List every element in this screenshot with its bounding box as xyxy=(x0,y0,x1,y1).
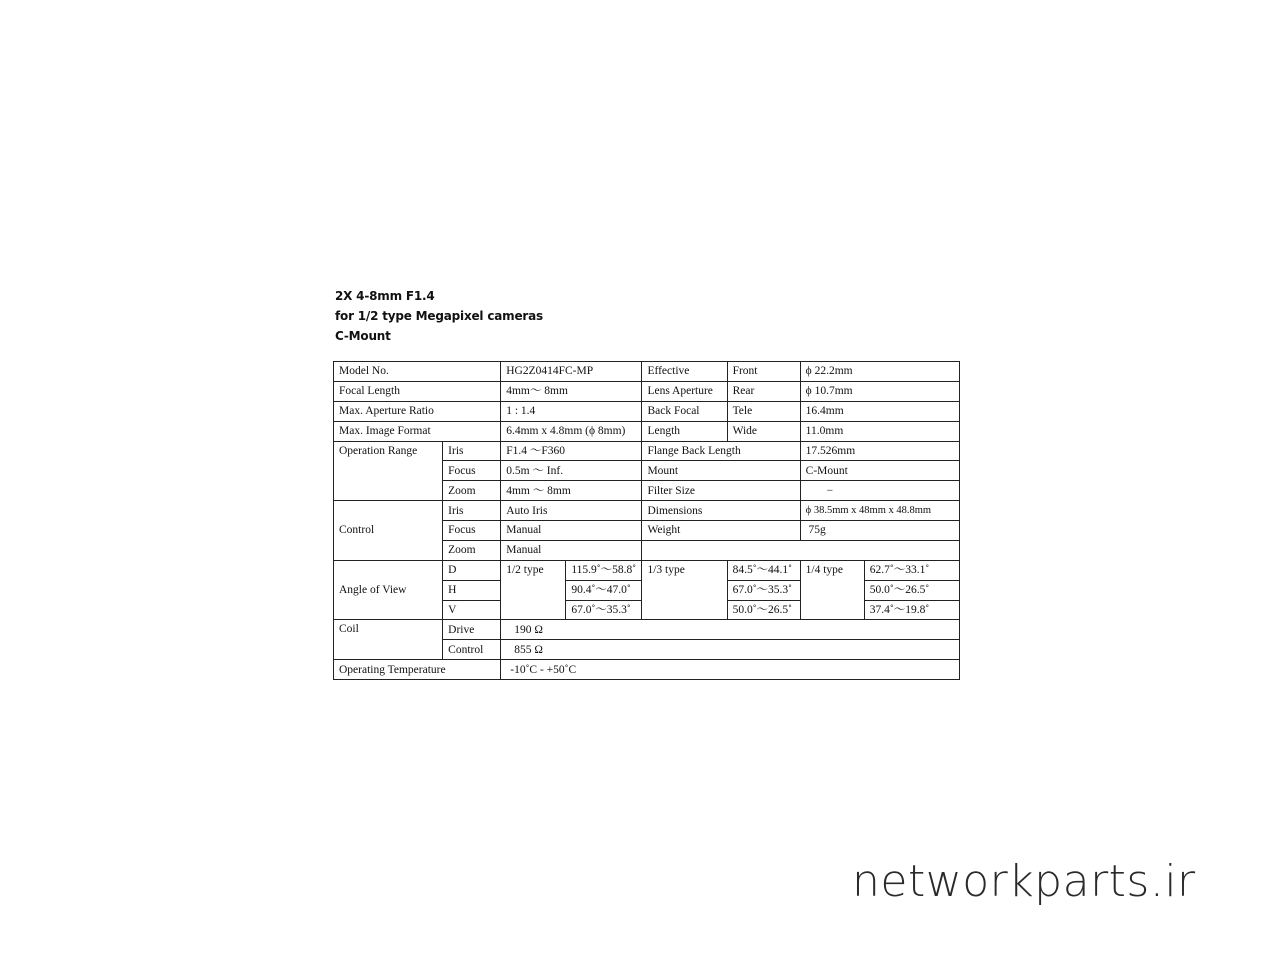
mount-label: Mount xyxy=(642,461,800,481)
site-watermark: networkparts.ir xyxy=(852,856,1196,907)
operating-temperature-value: -10˚C - +50˚C xyxy=(501,660,960,680)
half-type-h-value: 90.4˚～47.0˚ xyxy=(566,580,642,600)
rear-label: Rear xyxy=(727,381,800,401)
mount-value: C-Mount xyxy=(800,461,959,481)
op-zoom-value: 4mm ～ 8mm xyxy=(501,481,642,501)
max-image-format-value: 6.4mm x 4.8mm (ϕ 8mm) xyxy=(501,421,642,441)
op-iris-value: F1.4 ～F360 xyxy=(501,441,642,461)
table-row xyxy=(334,421,960,441)
table-row xyxy=(334,501,960,521)
table-row xyxy=(334,362,960,382)
coil-label: Coil xyxy=(334,620,443,660)
ctrl-zoom-label: Zoom xyxy=(443,540,501,560)
tele-value: 16.4mm xyxy=(800,401,959,421)
rear-value: ϕ 10.7mm xyxy=(800,381,959,401)
wide-value: 11.0mm xyxy=(800,421,959,441)
back-focal-label: Back Focal xyxy=(642,401,727,421)
table-row xyxy=(334,381,960,401)
coil-control-value: 855 Ω xyxy=(501,640,960,660)
control-label: Control xyxy=(334,501,443,561)
dimensions-value: ϕ 38.5mm x 48mm x 48.8mm xyxy=(800,501,959,521)
flange-back-label: Flange Back Length xyxy=(642,441,800,461)
filter-size-value: − xyxy=(800,481,959,501)
table-row xyxy=(334,560,960,580)
flange-back-value: 17.526mm xyxy=(800,441,959,461)
specification-table xyxy=(333,361,960,680)
op-iris-label: Iris xyxy=(443,441,501,461)
half-type-d-value: 115.9˚～58.8˚ xyxy=(566,560,642,580)
table-row xyxy=(334,660,960,680)
weight-label: Weight xyxy=(642,521,800,541)
quarter-type-h-value: 50.0˚～26.5˚ xyxy=(864,580,959,600)
third-type-h-value: 67.0˚～35.3˚ xyxy=(727,580,800,600)
half-type-label: 1/2 type xyxy=(501,560,566,620)
empty-cell xyxy=(642,540,960,560)
quarter-type-d-value: 62.7˚～33.1˚ xyxy=(864,560,959,580)
length-label: Length xyxy=(642,421,727,441)
third-type-d-value: 84.5˚～44.1˚ xyxy=(727,560,800,580)
op-zoom-label: Zoom xyxy=(443,481,501,501)
focal-length-value: 4mm～ 8mm xyxy=(501,381,642,401)
max-image-format-label: Max. Image Format xyxy=(334,421,501,441)
drive-label: Drive xyxy=(443,620,501,640)
drive-value: 190 Ω xyxy=(501,620,960,640)
coil-control-label: Control xyxy=(443,640,501,660)
op-focus-label: Focus xyxy=(443,461,501,481)
quarter-type-v-value: 37.4˚～19.8˚ xyxy=(864,600,959,620)
dimensions-label: Dimensions xyxy=(642,501,800,521)
focal-length-label: Focal Length xyxy=(334,381,501,401)
third-type-v-value: 50.0˚～26.5˚ xyxy=(727,600,800,620)
angle-of-view-label: Angle of View xyxy=(334,560,443,620)
wide-label: Wide xyxy=(727,421,800,441)
op-focus-value: 0.5m ～ Inf. xyxy=(501,461,642,481)
half-type-v-value: 67.0˚～35.3˚ xyxy=(566,600,642,620)
max-aperture-label: Max. Aperture Ratio xyxy=(334,401,501,421)
max-aperture-value: 1 : 1.4 xyxy=(501,401,642,421)
ctrl-iris-label: Iris xyxy=(443,501,501,521)
operation-range-label: Operation Range xyxy=(334,441,443,501)
quarter-type-label: 1/4 type xyxy=(800,560,864,620)
angle-v-label: V xyxy=(443,600,501,620)
angle-h-label: H xyxy=(443,580,501,600)
table-row xyxy=(334,441,960,461)
model-label: Model No. xyxy=(334,362,501,382)
ctrl-iris-value: Auto Iris xyxy=(501,501,642,521)
product-mount-type: C-Mount xyxy=(335,329,391,343)
product-title: 2X 4-8mm F1.4 xyxy=(335,289,435,303)
angle-d-label: D xyxy=(443,560,501,580)
lens-aperture-label: Lens Aperture xyxy=(642,381,727,401)
ctrl-focus-value: Manual xyxy=(501,521,642,541)
front-value: ϕ 22.2mm xyxy=(800,362,959,382)
effective-label: Effective xyxy=(642,362,727,382)
operating-temperature-label: Operating Temperature xyxy=(334,660,501,680)
table-row xyxy=(334,401,960,421)
ctrl-focus-label: Focus xyxy=(443,521,501,541)
product-heading xyxy=(335,286,543,346)
table-row xyxy=(334,620,960,640)
product-subtitle: for 1/2 type Megapixel cameras xyxy=(335,309,543,323)
model-value: HG2Z0414FC-MP xyxy=(501,362,642,382)
third-type-label: 1/3 type xyxy=(642,560,727,620)
tele-label: Tele xyxy=(727,401,800,421)
front-label: Front xyxy=(727,362,800,382)
filter-size-label: Filter Size xyxy=(642,481,800,501)
weight-value: 75g xyxy=(800,521,959,541)
ctrl-zoom-value: Manual xyxy=(501,540,642,560)
